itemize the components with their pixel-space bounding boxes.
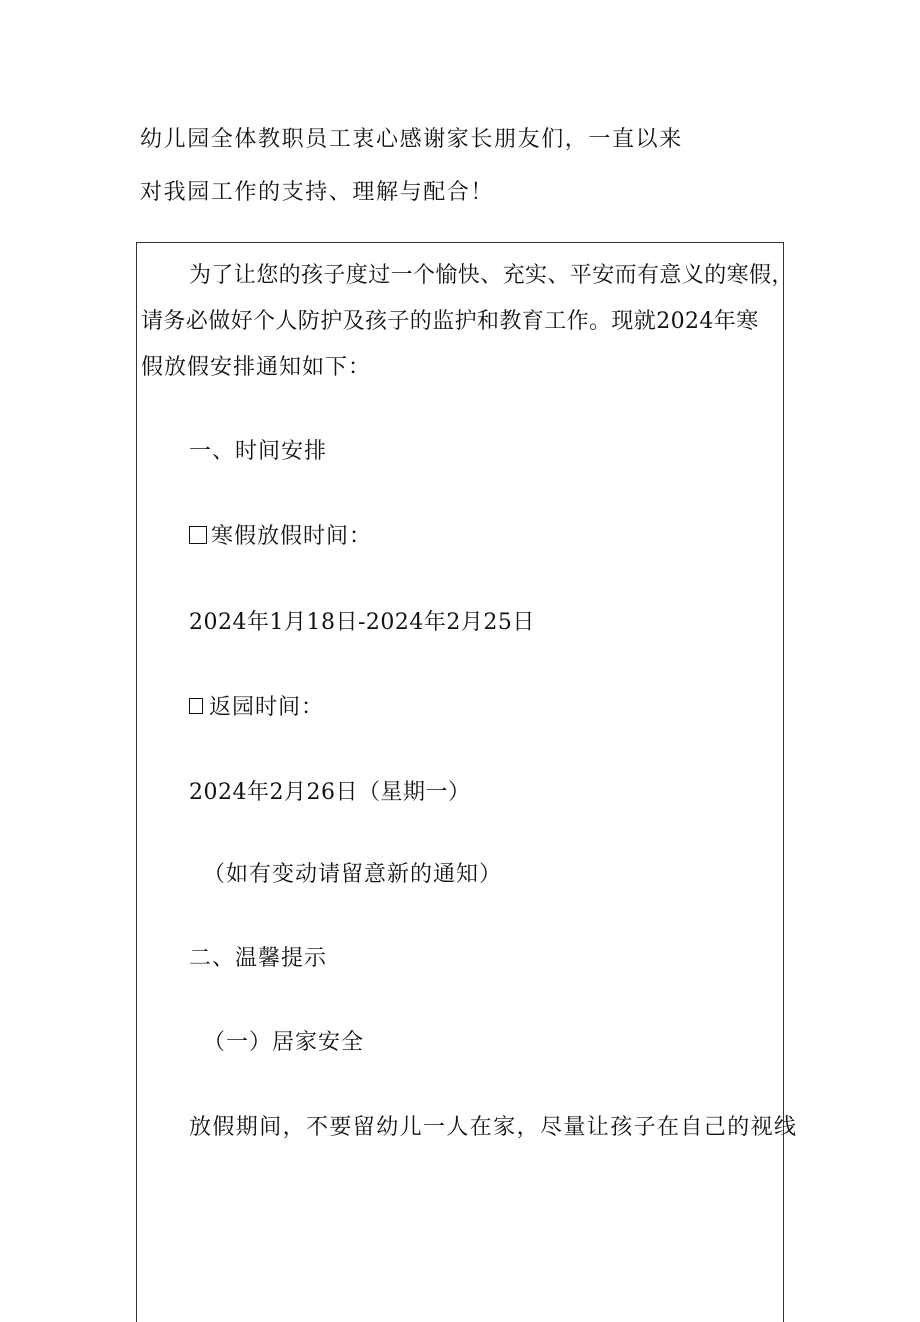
return-item: [189, 697, 324, 719]
subsection-home-safety-heading: （一）居家安全: [203, 1030, 365, 1055]
return-label: 返园时间：: [209, 695, 325, 720]
square-bullet-icon: [189, 698, 203, 714]
section-time-arrangement-heading: 一、时间安排: [189, 439, 328, 464]
return-date: 2024年2月26日（星期一）: [189, 780, 471, 805]
change-note: （如有变动请留意新的通知）: [203, 862, 503, 887]
winter-break-item: [189, 526, 372, 548]
square-bullet-icon: [189, 526, 207, 544]
intro-line-2: 对我园工作的支持、理解与配合！: [140, 180, 495, 205]
notice-paragraph-line-3: 假放假安排通知如下：: [141, 355, 372, 380]
notice-paragraph-line-2: 请务必做好个人防护及孩子的监护和教育工作。现就2024年寒: [141, 309, 759, 334]
winter-break-label: 寒假放假时间：: [211, 524, 373, 549]
notice-paragraph-line-1: 为了让您的孩子度过一个愉快、充实、平安而有意义的寒假，: [189, 263, 794, 288]
section-tips-heading: 二、温馨提示: [189, 946, 328, 971]
winter-break-dates: 2024年1月18日-2024年2月25日: [189, 610, 535, 635]
notice-box: [136, 242, 798, 1322]
intro-line-1: 幼儿园全体教职员工衷心感谢家长朋友们，一直以来: [140, 127, 683, 152]
home-safety-text: 放假期间，不要留幼儿一人在家，尽量让孩子在自己的视线: [189, 1115, 798, 1140]
